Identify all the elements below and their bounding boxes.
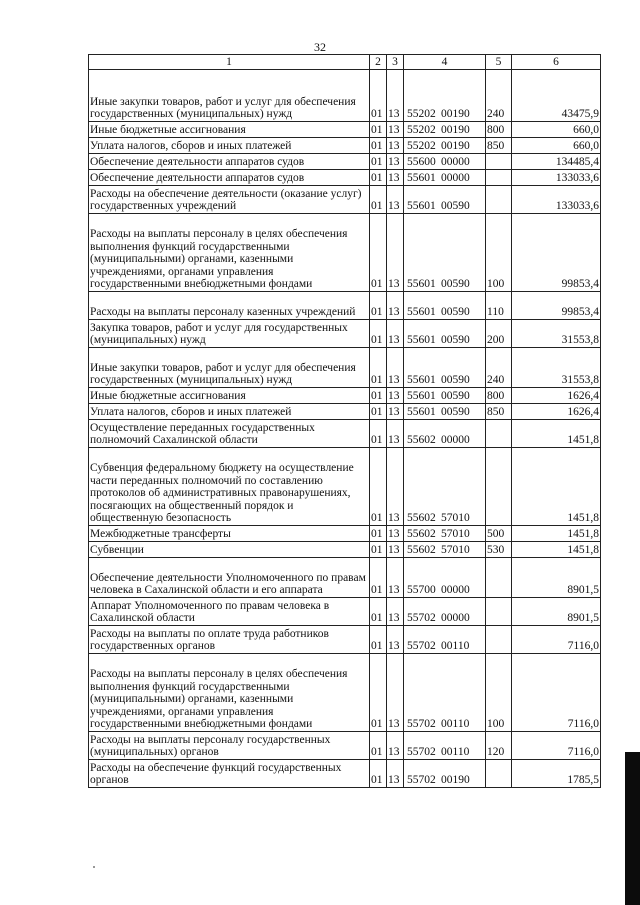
- table-row: [89, 626, 601, 654]
- row-subsection: 13: [387, 320, 404, 348]
- target-article-direction: 57010: [441, 512, 470, 525]
- target-article-direction: 00190: [441, 774, 470, 787]
- row-name: Расходы на выплаты персоналу казенных учреждений: [89, 292, 370, 320]
- column-header-amount: 6: [512, 55, 601, 70]
- row-target-article: [404, 654, 486, 732]
- row-amount: 99853,4: [512, 292, 601, 320]
- target-article-program: 55600: [407, 156, 436, 169]
- row-target-article: [404, 388, 486, 404]
- row-subsection: 13: [387, 542, 404, 558]
- target-article-program: 55601: [407, 306, 436, 319]
- table-row: [89, 526, 601, 542]
- row-section: 01: [370, 138, 387, 154]
- target-article-program: 55202: [407, 108, 436, 121]
- row-subsection: 13: [387, 138, 404, 154]
- row-expense-type: [486, 448, 512, 526]
- table-row: [89, 420, 601, 448]
- row-amount: 660,0: [512, 122, 601, 138]
- target-article-direction: 00110: [441, 640, 470, 653]
- row-expense-type: [486, 154, 512, 170]
- table-row: [89, 348, 601, 388]
- table-row: [89, 388, 601, 404]
- row-expense-type: [486, 186, 512, 214]
- target-article-program: 55601: [407, 374, 436, 387]
- target-article-direction: 00190: [441, 108, 470, 121]
- row-amount: 7116,0: [512, 626, 601, 654]
- row-target-article: [404, 214, 486, 292]
- row-expense-type: 800: [486, 388, 512, 404]
- scan-edge-bar: [625, 752, 640, 905]
- row-expense-type: 240: [486, 70, 512, 122]
- row-section: 01: [370, 598, 387, 626]
- table-body: [89, 70, 601, 788]
- row-expense-type: 120: [486, 732, 512, 760]
- row-target-article: [404, 404, 486, 420]
- row-section: 01: [370, 448, 387, 526]
- row-target-article: [404, 186, 486, 214]
- row-amount: 1451,8: [512, 420, 601, 448]
- row-amount: 133033,6: [512, 170, 601, 186]
- row-subsection: 13: [387, 760, 404, 788]
- table-row: [89, 654, 601, 732]
- row-name: Расходы на выплаты персоналу государственных (муниципальных) органов: [89, 732, 370, 760]
- target-article-program: 55601: [407, 334, 436, 347]
- row-expense-type: 200: [486, 320, 512, 348]
- row-target-article: [404, 154, 486, 170]
- target-article-direction: 00000: [441, 434, 470, 447]
- row-section: 01: [370, 122, 387, 138]
- row-section: 01: [370, 70, 387, 122]
- row-name: Иные бюджетные ассигнования: [89, 122, 370, 138]
- row-name: Осуществление переданных государственных полномочий Сахалинской области: [89, 420, 370, 448]
- target-article-direction: 00590: [441, 374, 470, 387]
- row-expense-type: 100: [486, 214, 512, 292]
- row-amount: 31553,8: [512, 320, 601, 348]
- row-target-article: [404, 598, 486, 626]
- row-name: Иные закупки товаров, работ и услуг для обеспечения государственных (муниципальных) нужд: [89, 70, 370, 122]
- target-article-direction: 00110: [441, 718, 470, 731]
- row-section: 01: [370, 320, 387, 348]
- row-expense-type: [486, 760, 512, 788]
- target-article-direction: 00000: [441, 156, 470, 169]
- row-amount: 1451,8: [512, 448, 601, 526]
- row-expense-type: 500: [486, 526, 512, 542]
- target-article-direction: 00590: [441, 306, 470, 319]
- target-article-program: 55602: [407, 434, 436, 447]
- table-row: [89, 404, 601, 420]
- row-target-article: [404, 122, 486, 138]
- table-row: [89, 170, 601, 186]
- row-target-article: [404, 420, 486, 448]
- row-target-article: [404, 292, 486, 320]
- row-expense-type: 240: [486, 348, 512, 388]
- target-article-program: 55700: [407, 584, 436, 597]
- table-row: [89, 448, 601, 526]
- table-row: [89, 186, 601, 214]
- row-expense-type: [486, 558, 512, 598]
- row-target-article: [404, 732, 486, 760]
- row-amount: 99853,4: [512, 214, 601, 292]
- row-name: Обеспечение деятельности Уполномоченного по правам человека в Сахалинской области и его аппарата: [89, 558, 370, 598]
- row-amount: 8901,5: [512, 558, 601, 598]
- row-name: Иные бюджетные ассигнования: [89, 388, 370, 404]
- target-article-direction: 00590: [441, 278, 470, 291]
- table-row: [89, 214, 601, 292]
- target-article-program: 55602: [407, 528, 436, 541]
- row-target-article: [404, 70, 486, 122]
- row-section: 01: [370, 292, 387, 320]
- row-expense-type: 110: [486, 292, 512, 320]
- row-section: 01: [370, 558, 387, 598]
- table-row: [89, 542, 601, 558]
- row-target-article: [404, 320, 486, 348]
- row-section: 01: [370, 626, 387, 654]
- row-name: Обеспечение деятельности аппаратов судов: [89, 154, 370, 170]
- row-target-article: [404, 760, 486, 788]
- table-row: [89, 154, 601, 170]
- row-amount: 134485,4: [512, 154, 601, 170]
- row-subsection: 13: [387, 122, 404, 138]
- row-amount: 1451,8: [512, 542, 601, 558]
- row-amount: 31553,8: [512, 348, 601, 388]
- row-section: 01: [370, 404, 387, 420]
- row-name: Субвенции: [89, 542, 370, 558]
- target-article-program: 55702: [407, 774, 436, 787]
- row-name: Субвенция федеральному бюджету на осуществление части переданных полномочий по составлению протоколов об административных правонарушениях, посягающих на общественный порядок и общественную безопасность: [89, 448, 370, 526]
- table-header-row: [89, 55, 601, 70]
- target-article-direction: 00590: [441, 390, 470, 403]
- table-row: [89, 598, 601, 626]
- target-article-direction: 00000: [441, 172, 470, 185]
- row-expense-type: 850: [486, 404, 512, 420]
- target-article-direction: 00000: [441, 612, 470, 625]
- target-article-direction: 00190: [441, 140, 470, 153]
- row-name: Расходы на выплаты по оплате труда работников государственных органов: [89, 626, 370, 654]
- row-expense-type: [486, 626, 512, 654]
- target-article-program: 55602: [407, 544, 436, 557]
- target-article-direction: 00590: [441, 200, 470, 213]
- row-subsection: 13: [387, 558, 404, 598]
- table-row: [89, 70, 601, 122]
- target-article-program: 55601: [407, 406, 436, 419]
- target-article-direction: 00000: [441, 584, 470, 597]
- row-subsection: 13: [387, 404, 404, 420]
- row-subsection: 13: [387, 170, 404, 186]
- row-expense-type: 800: [486, 122, 512, 138]
- row-name: Расходы на обеспечение деятельности (оказание услуг) государственных учреждений: [89, 186, 370, 214]
- target-article-direction: 00590: [441, 406, 470, 419]
- row-name: Расходы на выплаты персоналу в целях обеспечения выполнения функций государственными (муниципальными) органами, казенными учреждениями, органами управления государственными внебюджетными фондами: [89, 654, 370, 732]
- row-expense-type: [486, 598, 512, 626]
- row-expense-type: 850: [486, 138, 512, 154]
- row-amount: 7116,0: [512, 732, 601, 760]
- table-row: [89, 122, 601, 138]
- row-target-article: [404, 348, 486, 388]
- row-amount: 660,0: [512, 138, 601, 154]
- row-subsection: 13: [387, 292, 404, 320]
- budget-table: [88, 54, 601, 788]
- scan-speck: [93, 866, 95, 868]
- row-subsection: 13: [387, 526, 404, 542]
- target-article-program: 55601: [407, 200, 436, 213]
- row-amount: 43475,9: [512, 70, 601, 122]
- row-subsection: 13: [387, 420, 404, 448]
- column-header-target-article: 4: [404, 55, 486, 70]
- row-subsection: 13: [387, 214, 404, 292]
- row-target-article: [404, 526, 486, 542]
- target-article-program: 55702: [407, 640, 436, 653]
- table-row: [89, 732, 601, 760]
- row-amount: 8901,5: [512, 598, 601, 626]
- target-article-program: 55601: [407, 172, 436, 185]
- row-section: 01: [370, 348, 387, 388]
- target-article-program: 55702: [407, 612, 436, 625]
- row-name: Уплата налогов, сборов и иных платежей: [89, 404, 370, 420]
- table-row: [89, 138, 601, 154]
- target-article-program: 55602: [407, 512, 436, 525]
- column-header-subsection: 3: [387, 55, 404, 70]
- target-article-direction: 57010: [441, 528, 470, 541]
- table-row: [89, 760, 601, 788]
- row-subsection: 13: [387, 732, 404, 760]
- target-article-program: 55601: [407, 278, 436, 291]
- row-subsection: 13: [387, 154, 404, 170]
- row-name: Аппарат Уполномоченного по правам человека в Сахалинской области: [89, 598, 370, 626]
- row-section: 01: [370, 420, 387, 448]
- column-header-section: 2: [370, 55, 387, 70]
- target-article-program: 55702: [407, 746, 436, 759]
- row-expense-type: [486, 420, 512, 448]
- row-name: Уплата налогов, сборов и иных платежей: [89, 138, 370, 154]
- row-section: 01: [370, 154, 387, 170]
- table-row: [89, 558, 601, 598]
- row-target-article: [404, 448, 486, 526]
- row-amount: 1626,4: [512, 404, 601, 420]
- row-name: Закупка товаров, работ и услуг для государственных (муниципальных) нужд: [89, 320, 370, 348]
- row-section: 01: [370, 732, 387, 760]
- target-article-direction: 00110: [441, 746, 470, 759]
- row-target-article: [404, 170, 486, 186]
- row-subsection: 13: [387, 448, 404, 526]
- row-subsection: 13: [387, 654, 404, 732]
- row-section: 01: [370, 654, 387, 732]
- row-subsection: 13: [387, 388, 404, 404]
- row-target-article: [404, 542, 486, 558]
- row-expense-type: 100: [486, 654, 512, 732]
- row-amount: 7116,0: [512, 654, 601, 732]
- target-article-program: 55601: [407, 390, 436, 403]
- row-target-article: [404, 626, 486, 654]
- target-article-program: 55202: [407, 140, 436, 153]
- row-section: 01: [370, 760, 387, 788]
- row-section: 01: [370, 388, 387, 404]
- row-name: Иные закупки товаров, работ и услуг для обеспечения государственных (муниципальных) нужд: [89, 348, 370, 388]
- row-amount: 133033,6: [512, 186, 601, 214]
- row-subsection: 13: [387, 70, 404, 122]
- row-section: 01: [370, 170, 387, 186]
- row-target-article: [404, 138, 486, 154]
- row-section: 01: [370, 186, 387, 214]
- row-name: Обеспечение деятельности аппаратов судов: [89, 170, 370, 186]
- table-row: [89, 320, 601, 348]
- table-row: [89, 292, 601, 320]
- row-amount: 1785,5: [512, 760, 601, 788]
- row-target-article: [404, 558, 486, 598]
- row-expense-type: [486, 170, 512, 186]
- row-subsection: 13: [387, 626, 404, 654]
- row-subsection: 13: [387, 598, 404, 626]
- row-name: Расходы на выплаты персоналу в целях обеспечения выполнения функций государственными (муниципальными) органами, казенными учреждениями, органами управления государственными внебюджетными фондами: [89, 214, 370, 292]
- column-header-expense-type: 5: [486, 55, 512, 70]
- row-subsection: 13: [387, 186, 404, 214]
- target-article-direction: 00590: [441, 334, 470, 347]
- row-name: Межбюджетные трансферты: [89, 526, 370, 542]
- row-name: Расходы на обеспечение функций государственных органов: [89, 760, 370, 788]
- row-expense-type: 530: [486, 542, 512, 558]
- target-article-program: 55702: [407, 718, 436, 731]
- column-header-name: 1: [89, 55, 370, 70]
- row-section: 01: [370, 526, 387, 542]
- row-amount: 1626,4: [512, 388, 601, 404]
- target-article-direction: 57010: [441, 544, 470, 557]
- row-section: 01: [370, 542, 387, 558]
- row-amount: 1451,8: [512, 526, 601, 542]
- target-article-program: 55202: [407, 124, 436, 137]
- row-subsection: 13: [387, 348, 404, 388]
- page-number: 32: [314, 40, 326, 54]
- row-section: 01: [370, 214, 387, 292]
- target-article-direction: 00190: [441, 124, 470, 137]
